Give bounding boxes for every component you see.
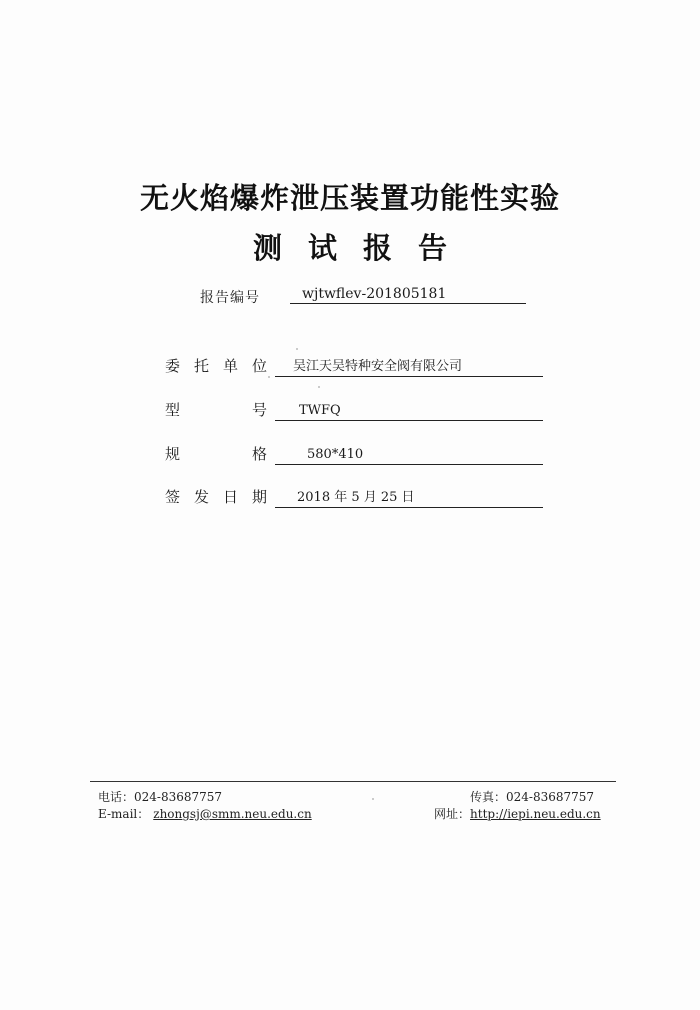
fax-label: 传真： — [470, 790, 507, 804]
footer-phone — [98, 788, 222, 805]
field-value-spec: 580*410 — [275, 443, 543, 465]
field-label-model — [165, 399, 267, 421]
scan-speck — [268, 376, 270, 378]
field-value-model: TWFQ — [275, 399, 543, 421]
field-label-char: 规 — [165, 445, 181, 463]
website-link[interactable]: http://iepi.neu.edu.cn — [470, 807, 601, 821]
website-label: 网址： — [434, 807, 471, 821]
field-value-issue-date: 2018 年 5 月 25 日 — [275, 486, 543, 508]
field-row-client — [165, 355, 545, 377]
field-label-char: 型 — [165, 401, 181, 419]
field-label-char: 日 — [222, 488, 238, 506]
footer-divider — [90, 781, 616, 782]
footer-fax — [470, 788, 594, 805]
field-label-char: 格 — [251, 445, 267, 463]
field-value-client: 吴江天吴特种安全阀有限公司 — [275, 355, 543, 377]
field-label-char: 位 — [251, 357, 267, 375]
field-label-client — [165, 355, 267, 377]
email-link[interactable]: zhongsj@smm.neu.edu.cn — [153, 807, 312, 821]
scan-speck — [318, 386, 320, 388]
report-number-value: wjtwflev-201805181 — [290, 284, 526, 304]
field-label-char: 签 — [165, 488, 181, 506]
field-row-issue-date — [165, 486, 545, 508]
field-label-issue-date — [165, 486, 267, 508]
field-label-char: 发 — [193, 488, 209, 506]
field-label-char: 委 — [165, 357, 181, 375]
fax-value: 024-83687757 — [506, 790, 595, 804]
scan-speck — [372, 798, 374, 800]
phone-label: 电话： — [98, 790, 135, 804]
field-label-char: 单 — [222, 357, 238, 375]
email-label: E-mail： — [98, 807, 150, 821]
field-label-char: 托 — [193, 357, 209, 375]
report-subtitle: 测试报告 — [252, 231, 473, 265]
footer-website — [434, 805, 601, 822]
report-number-label: 报告编号 — [200, 290, 260, 306]
phone-value: 024-83687757 — [134, 790, 223, 804]
field-label-char: 期 — [251, 488, 267, 506]
field-row-spec — [165, 443, 545, 465]
report-title: 无火焰爆炸泄压装置功能性实验 — [139, 181, 560, 215]
scan-speck — [296, 348, 298, 350]
field-label-char: 号 — [251, 401, 267, 419]
field-row-model — [165, 399, 545, 421]
field-label-spec — [165, 443, 267, 465]
footer-email — [98, 805, 312, 822]
